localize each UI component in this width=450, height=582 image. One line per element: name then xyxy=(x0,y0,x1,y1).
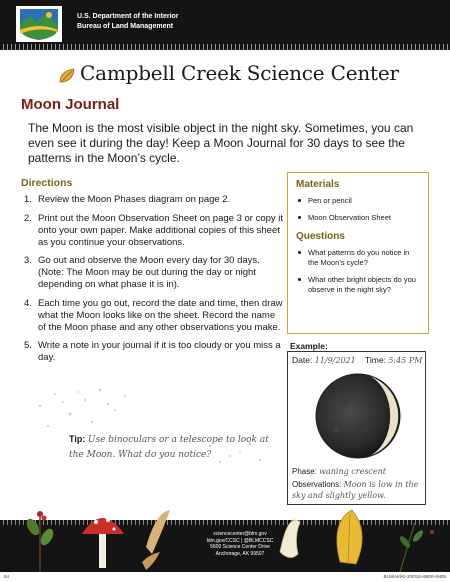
observations-value: Moon is low in the sky and slightly yellow. xyxy=(292,480,419,500)
moon-drawing-icon xyxy=(314,372,402,460)
document-code: BLM/AK/KI-20/016+8600+9405 xyxy=(383,574,446,579)
time-value: 5:45 PM xyxy=(388,356,423,365)
contact-info xyxy=(160,531,320,557)
questions-list xyxy=(296,248,420,295)
list-item: What other bright objects do you observe in the night sky? xyxy=(296,275,420,295)
dept-line-interior: U.S. Department of the Interior xyxy=(77,13,179,20)
observations-label: Observations: xyxy=(292,480,342,489)
list-item: 5. Write a note in your journal if it is too cloudy or you miss a day. xyxy=(24,340,281,363)
example-observation-card xyxy=(287,351,426,505)
tip-note xyxy=(69,432,269,462)
directions-list xyxy=(24,194,284,371)
tip-text: Use binoculars or a telescope to look at the Moon. What do you notice? xyxy=(69,435,269,460)
tip-label: Tip: xyxy=(69,434,86,444)
questions-heading: Questions xyxy=(296,231,345,242)
blm-logo-icon xyxy=(16,6,62,42)
contact-email: sciencecenter@blm.gov xyxy=(213,531,267,537)
phase-row xyxy=(292,467,386,476)
dept-line-blm: Bureau of Land Management xyxy=(77,23,174,30)
directions-heading: Directions xyxy=(21,177,73,189)
materials-list xyxy=(296,196,420,223)
site-title-row xyxy=(58,58,399,88)
list-item: 1. Review the Moon Phases diagram on page 2. xyxy=(24,194,231,205)
list-item: What patterns do you notice in the Moon’s cycle? xyxy=(296,248,420,268)
list-item: Moon Observation Sheet xyxy=(296,213,420,223)
date-value: 11/9/2021 xyxy=(314,356,356,365)
contact-address-2: Anchorage, AK 99507 xyxy=(215,550,265,557)
contact-web: blm.gov/CCSC | @BLMCCSC xyxy=(206,537,274,544)
leaf-icon xyxy=(58,67,76,85)
site-title: Campbell Creek Science Center xyxy=(80,61,399,85)
date-label: Date: xyxy=(292,355,313,365)
list-item: 2. Print out the Moon Observation Sheet on page 3 or copy it onto your own paper. Make additional copies of this sheet as you continue your observations. xyxy=(24,212,284,248)
phase-value: waning crescent xyxy=(319,467,387,476)
phase-label: Phase: xyxy=(292,467,317,476)
page-number: 54 xyxy=(4,574,10,579)
page-title: Moon Journal xyxy=(21,96,120,113)
list-item: 4. Each time you go out, record the date and time, then draw what the Moon looks like on the sheet. Record the name of the Moon phase and any other observations you make. xyxy=(24,297,283,333)
intro-paragraph: The Moon is the most visible object in the night sky. Sometimes, you can even see it during the day! Keep a Moon Journal for 30 days to see the patterns in the Moon’s cycle. xyxy=(28,121,414,165)
list-item: 3. Go out and observe the Moon every day for 30 days. (Note: The Moon may be out during the day or night depending on what phase it is in). xyxy=(24,255,260,290)
list-item: Pen or pencil xyxy=(296,196,420,206)
materials-heading: Materials xyxy=(296,179,340,190)
contact-address-1: 5600 Science Center Drive xyxy=(210,544,270,550)
materials-questions-box xyxy=(287,172,429,334)
example-label: Example: xyxy=(290,341,328,351)
header-bar xyxy=(0,0,450,50)
time-label: Time: xyxy=(365,355,386,365)
date-time-row xyxy=(292,355,422,365)
